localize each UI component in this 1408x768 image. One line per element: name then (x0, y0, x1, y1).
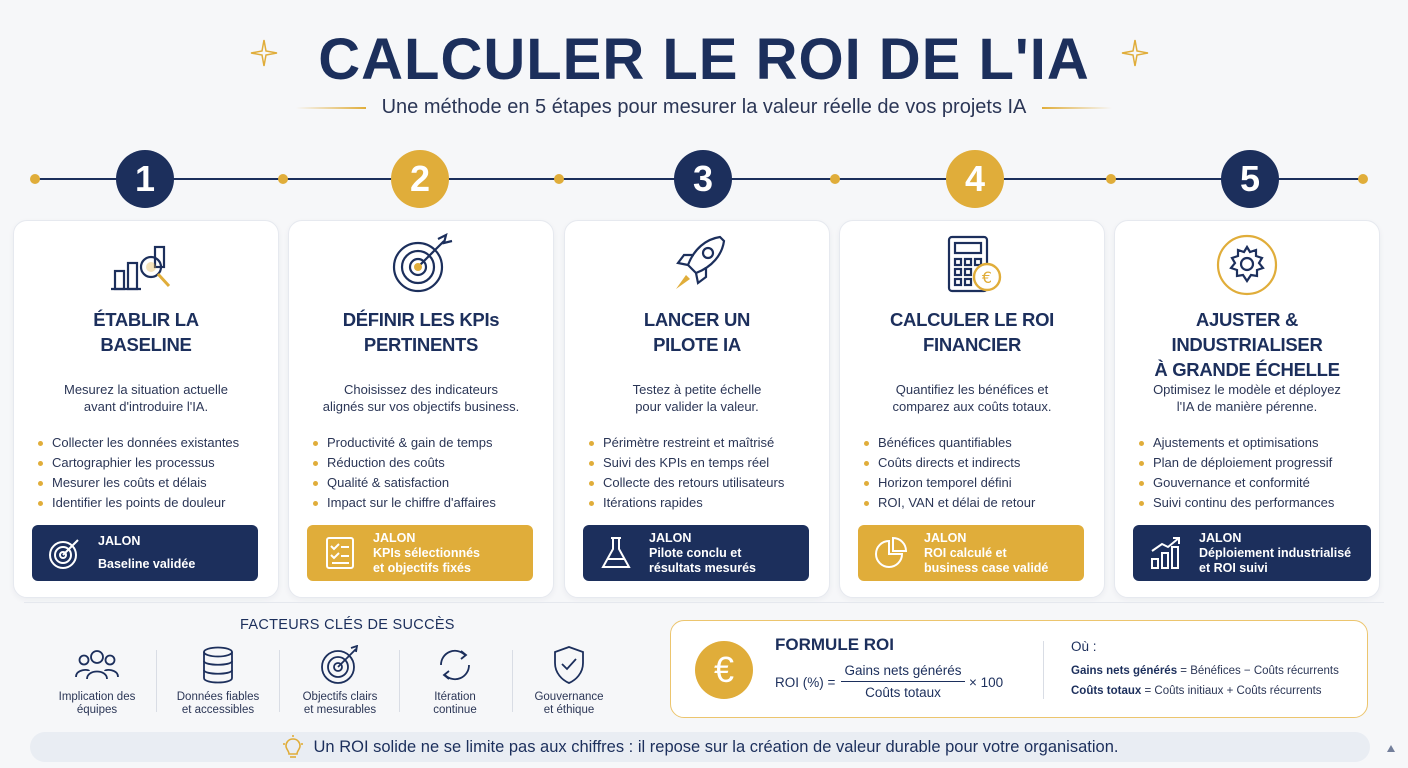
list-item: Mesurer les coûts et délais (38, 473, 268, 493)
pie-chart-icon (858, 525, 924, 581)
list-item: Bénéfices quantifiables (864, 433, 1094, 453)
card-desc-line: Optimisez le modèle et déployez (1153, 382, 1341, 397)
formula-definition (1071, 685, 1322, 697)
timeline-dot (830, 174, 840, 184)
factor-label: Itération (434, 691, 476, 703)
timeline-dot (278, 174, 288, 184)
factor-label: Implication des (58, 691, 136, 703)
list-item: Réduction des coûts (313, 453, 543, 473)
formula-where: Où : (1071, 639, 1097, 654)
factor-label: continue (433, 704, 477, 716)
list-item: Collecte des retours utilisateurs (589, 473, 819, 493)
step-card-1 (13, 220, 279, 598)
step-card-4 (839, 220, 1105, 598)
card-desc-line: pour valider la valeur. (635, 399, 759, 414)
milestone-text: KPIs sélectionnés (373, 545, 480, 560)
milestone-label: JALON (924, 530, 967, 545)
card-description (28, 381, 264, 415)
milestone-box (32, 525, 258, 581)
formula-numerator: Gains nets générés (841, 663, 965, 682)
factor-divider (156, 650, 157, 712)
list-item: Suivi continu des performances (1139, 493, 1369, 513)
card-title-line: DÉFINIR LES KPIs (342, 309, 500, 330)
milestone-text: résultats mesurés (649, 560, 757, 575)
footer-banner (30, 732, 1370, 762)
card-title-line: PILOTE IA (653, 334, 741, 355)
timeline-dot (554, 174, 564, 184)
euro-icon: € (981, 268, 993, 287)
card-title (573, 307, 821, 357)
list-item: Identifier les points de douleur (38, 493, 268, 513)
milestone-label: JALON (1199, 530, 1242, 545)
factor-objectives (280, 645, 400, 717)
card-title (22, 307, 270, 357)
milestone-box (307, 525, 533, 581)
card-title-line: À GRANDE ÉCHELLE (1154, 359, 1340, 380)
factor-label: Objectifs clairs (302, 691, 378, 703)
card-desc-line: Quantifiez les bénéfices et (895, 382, 1049, 397)
card-list (313, 433, 543, 513)
list-item: Productivité & gain de temps (313, 433, 543, 453)
step-card-2 (288, 220, 554, 598)
milestone-text: Pilote conclu et (649, 545, 742, 560)
growth-chart-icon (1133, 525, 1199, 581)
gear-icon (1115, 233, 1379, 297)
corner-mark-icon (1384, 742, 1398, 756)
target-icon (280, 645, 400, 685)
list-item: Plan de déploiement progressif (1139, 453, 1369, 473)
card-desc-line: comparez aux coûts totaux. (892, 399, 1052, 414)
team-icon (37, 645, 157, 685)
card-title (848, 307, 1096, 357)
list-item: Gouvernance et conformité (1139, 473, 1369, 493)
database-icon (158, 645, 278, 685)
card-title-line: PERTINENTS (363, 334, 479, 355)
milestone-text: et ROI suivi (1199, 560, 1268, 575)
lightbulb-icon (282, 735, 304, 759)
footer-text: Un ROI solide ne se limite pas aux chiffres : il repose sur la création de valeur durable pour votre organisation. (313, 737, 1119, 756)
cycle-icon (395, 645, 515, 685)
milestone-text: business case validé (924, 560, 1049, 575)
card-list (1139, 433, 1369, 513)
card-description (579, 381, 815, 415)
definition-term: Gains nets générés (1071, 665, 1178, 677)
card-title (1123, 307, 1371, 382)
calculator-euro-icon (840, 233, 1104, 297)
list-item: Suivi des KPIs en temps réel (589, 453, 819, 473)
factor-label: Gouvernance (534, 691, 604, 703)
timeline-dot (1106, 174, 1116, 184)
factor-label: et mesurables (303, 704, 377, 716)
factor-team (37, 645, 157, 717)
card-title-line: ÉTABLIR LA (93, 309, 199, 330)
target-icon (32, 525, 98, 581)
formula-fraction (841, 663, 965, 700)
definition-text: = Coûts initiaux + Coûts récurrents (1141, 685, 1322, 697)
list-item: Itérations rapides (589, 493, 819, 513)
card-title-line: CALCULER LE ROI (889, 309, 1055, 330)
list-item: Cartographier les processus (38, 453, 268, 473)
shield-check-icon (509, 645, 629, 685)
list-item: Périmètre restreint et maîtrisé (589, 433, 819, 453)
factor-label: équipes (76, 704, 118, 716)
milestone-text: Baseline validée (98, 557, 196, 571)
card-list (864, 433, 1094, 513)
card-title-line: LANCER UN (643, 309, 751, 330)
factor-iteration (395, 645, 515, 717)
factor-data (158, 645, 278, 717)
formula-lhs: ROI (%) = (775, 675, 836, 690)
formula-divider (1043, 641, 1044, 699)
euro-icon: € (695, 641, 753, 699)
card-list (589, 433, 819, 513)
step-card-3 (564, 220, 830, 598)
step-number-5: 5 (1221, 150, 1279, 208)
card-title-line: BASELINE (100, 334, 192, 355)
subtitle-divider (296, 107, 366, 109)
formula-definition (1071, 665, 1339, 677)
card-desc-line: avant d'introduire l'IA. (83, 399, 209, 414)
list-item: Ajustements et optimisations (1139, 433, 1369, 453)
step-number-3: 3 (674, 150, 732, 208)
card-desc-line: Choisissez des indicateurs (344, 382, 498, 397)
list-item: Impact sur le chiffre d'affaires (313, 493, 543, 513)
list-item: Coûts directs et indirects (864, 453, 1094, 473)
bar-chart-magnifier-icon (14, 233, 278, 297)
definition-text: = Bénéfices − Coûts récurrents (1177, 665, 1339, 677)
factor-label: et éthique (543, 704, 595, 716)
milestone-label: JALON (373, 530, 416, 545)
milestone-label: JALON (649, 530, 692, 545)
list-item: Qualité & satisfaction (313, 473, 543, 493)
card-title-line: AJUSTER & INDUSTRIALISER (1171, 309, 1323, 355)
subtitle-row (0, 96, 1408, 119)
card-desc-line: Testez à petite échelle (632, 382, 762, 397)
milestone-box (858, 525, 1084, 581)
list-item: Horizon temporel défini (864, 473, 1094, 493)
card-desc-line: Mesurez la situation actuelle (63, 382, 229, 397)
list-item: ROI, VAN et délai de retour (864, 493, 1094, 513)
timeline-dot (1358, 174, 1368, 184)
section-divider (24, 602, 1384, 603)
card-title-line: FINANCIER (922, 334, 1022, 355)
page-subtitle: Une méthode en 5 étapes pour mesurer la valeur réelle de vos projets IA (381, 96, 1027, 118)
formula-denominator: Coûts totaux (865, 685, 941, 700)
timeline-dot (30, 174, 40, 184)
formula-multiplier: × 100 (969, 675, 1004, 690)
factor-label: Données fiables (176, 691, 260, 703)
milestone-text: et objectifs fixés (373, 560, 471, 575)
milestone-text: Déploiement industrialisé (1199, 545, 1352, 560)
list-item: Collecter les données existantes (38, 433, 268, 453)
page-title: CALCULER LE ROI DE L'IA (318, 27, 1090, 92)
factor-label: et accessibles (181, 704, 255, 716)
definition-term: Coûts totaux (1071, 685, 1142, 697)
card-desc-line: l'IA de manière pérenne. (1176, 399, 1318, 414)
card-description (854, 381, 1090, 415)
card-desc-line: alignés sur vos objectifs business. (322, 399, 520, 414)
milestone-label: JALON (98, 534, 141, 548)
milestone-box (1133, 525, 1371, 581)
milestone-box (583, 525, 809, 581)
step-number-4: 4 (946, 150, 1004, 208)
subtitle-divider (1042, 107, 1112, 109)
step-number-2: 2 (391, 150, 449, 208)
rocket-icon (565, 233, 829, 297)
card-description (303, 381, 539, 415)
card-list (38, 433, 268, 513)
factor-governance (509, 645, 629, 717)
checklist-icon (307, 525, 373, 581)
target-arrow-icon (289, 233, 553, 297)
step-card-5 (1114, 220, 1380, 598)
roi-formula-box (670, 620, 1368, 718)
formula-title: FORMULE ROI (775, 635, 894, 654)
factors-title: FACTEURS CLÉS DE SUCCÈS (240, 617, 455, 633)
card-title (297, 307, 545, 357)
milestone-text: ROI calculé et (924, 545, 1007, 560)
flask-icon (583, 525, 649, 581)
card-description (1129, 381, 1365, 415)
step-number-1: 1 (116, 150, 174, 208)
